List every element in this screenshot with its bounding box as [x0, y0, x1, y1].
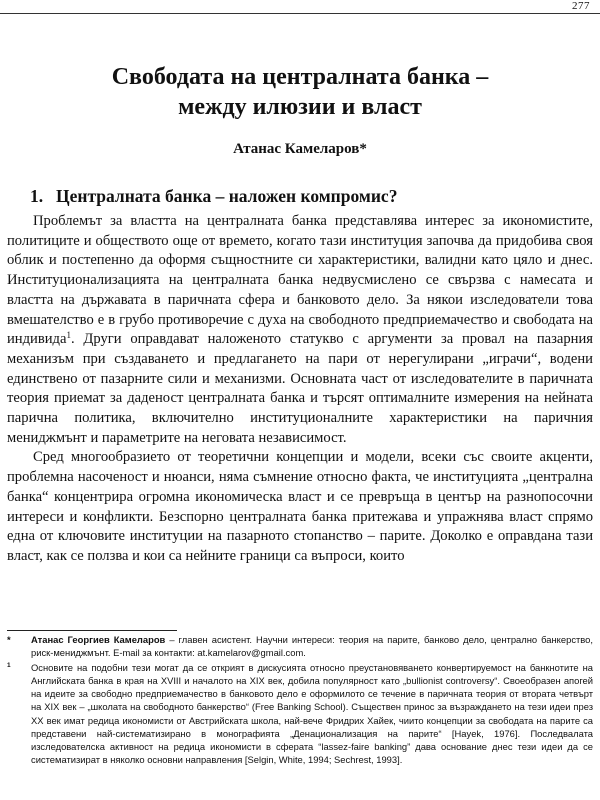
footnotes: [7, 633, 593, 766]
page-number: 277: [572, 0, 590, 12]
footnote-author-mark: *: [7, 634, 11, 645]
paragraph-2: Сред многообразието от теоретични концепции и модели, всеки със своите акценти, проблемна насоченост и нюанси, няма съмнение относно факта, че институцията „централна банка“ концентрира огромна икономическа власт и се превръща в център на разнопосочни интереси и конфликти. Безспорно централната банка притежава и упражнява власт спрямо една от ключовите институции на пазарното стопанство – парите. Доколко е оправдана тази власт, как се ползва и кои са нейните граници са въпроси, които: [7, 449, 593, 564]
paragraph-1: [7, 212, 593, 448]
footnote-author-text: – главен асистент. Научни интереси: теория на парите, банково дело, централно банкерство, риск-мениджмънт. E-mail за контакти: at.kamelarov@gmail.com.: [31, 634, 593, 659]
header-rule: [0, 13, 600, 14]
section-number: 1.: [30, 186, 44, 206]
article-title-line-1: Свободата на централната банка –: [111, 64, 489, 90]
section-heading: [30, 185, 397, 207]
footnote-rule: [7, 630, 177, 631]
footnote-reference-1: 1: [66, 330, 71, 341]
paragraph-1-text-a: Проблемът за властта на централната банка представлява интерес за икономистите, политиците и обществото още от времето, когато тази институция започва да придобива своя облик и постепенно да оформя същностните си характеристики, валидни като цяло и днес. Институционализацията на централната банка недвусмислено се свързва с намесата и властта на държавата в паричната сфера и банковото дело. За някои изследователи това вмешателство е в грубо противоречие с духа на свободното предприемачество и свободата на индивида: [7, 213, 593, 348]
footnote-1-mark: 1: [7, 662, 11, 670]
article-title-line-2: между илюзии и власт: [178, 94, 422, 120]
article-title: [0, 62, 600, 122]
author-name: Атанас Камеларов*: [233, 141, 367, 157]
section-title: Централната банка – наложен компромис?: [56, 186, 398, 206]
footnote-1-text: Основите на подобни тези могат да се открият в дискусията относно преустановяването конвертируемост на банкнотите на Английската банка в края на XVIII и началото на XIX век, добила популярност като „bullionist controversy“. Своеобразен апогей на идеите за свободно предприемачество в банковото дело е оформилото се течение в паричната теория от втората четвърт на XIX век – „школата на свободното банкерство“ (Free Banking School). Съществен принос за възраждането на тези идеи през XX век имат редица икономисти от Австрийската школа, най-вече Фридрих Хайек, чиито концепции за свободата на парите са представени най-систематизирано в монографията „Денационализация на парите“ [Hayek, 1976]. Последвалата изследователска активност на редица икономисти в сферата “lassez-faire banking” дава основание днес тези идеи да се систематизират в няколко основни направления [Selgin, White, 1994; Sechrest, 1993].: [31, 662, 593, 765]
footnote-1: [7, 659, 593, 766]
body-text: [7, 212, 593, 567]
paragraph-1-text-b: . Други оправдават наложеното статукво с аргументи за провал на пазарния механизъм при създаването и предлагането на пари от нерегулирани „играчи“, водени единствено от пазарните сили и механизми. Основната част от изследователите в паричната теория приемат за даденост централната банка и търсят оптималните измерения на нейната парична политика, включително институционалните характеристики на паричния мениджмънт и параметрите на неговата независимост.: [7, 331, 593, 446]
footnote-author: [7, 633, 593, 659]
footnote-author-name: Атанас Георгиев Камеларов: [31, 634, 166, 645]
